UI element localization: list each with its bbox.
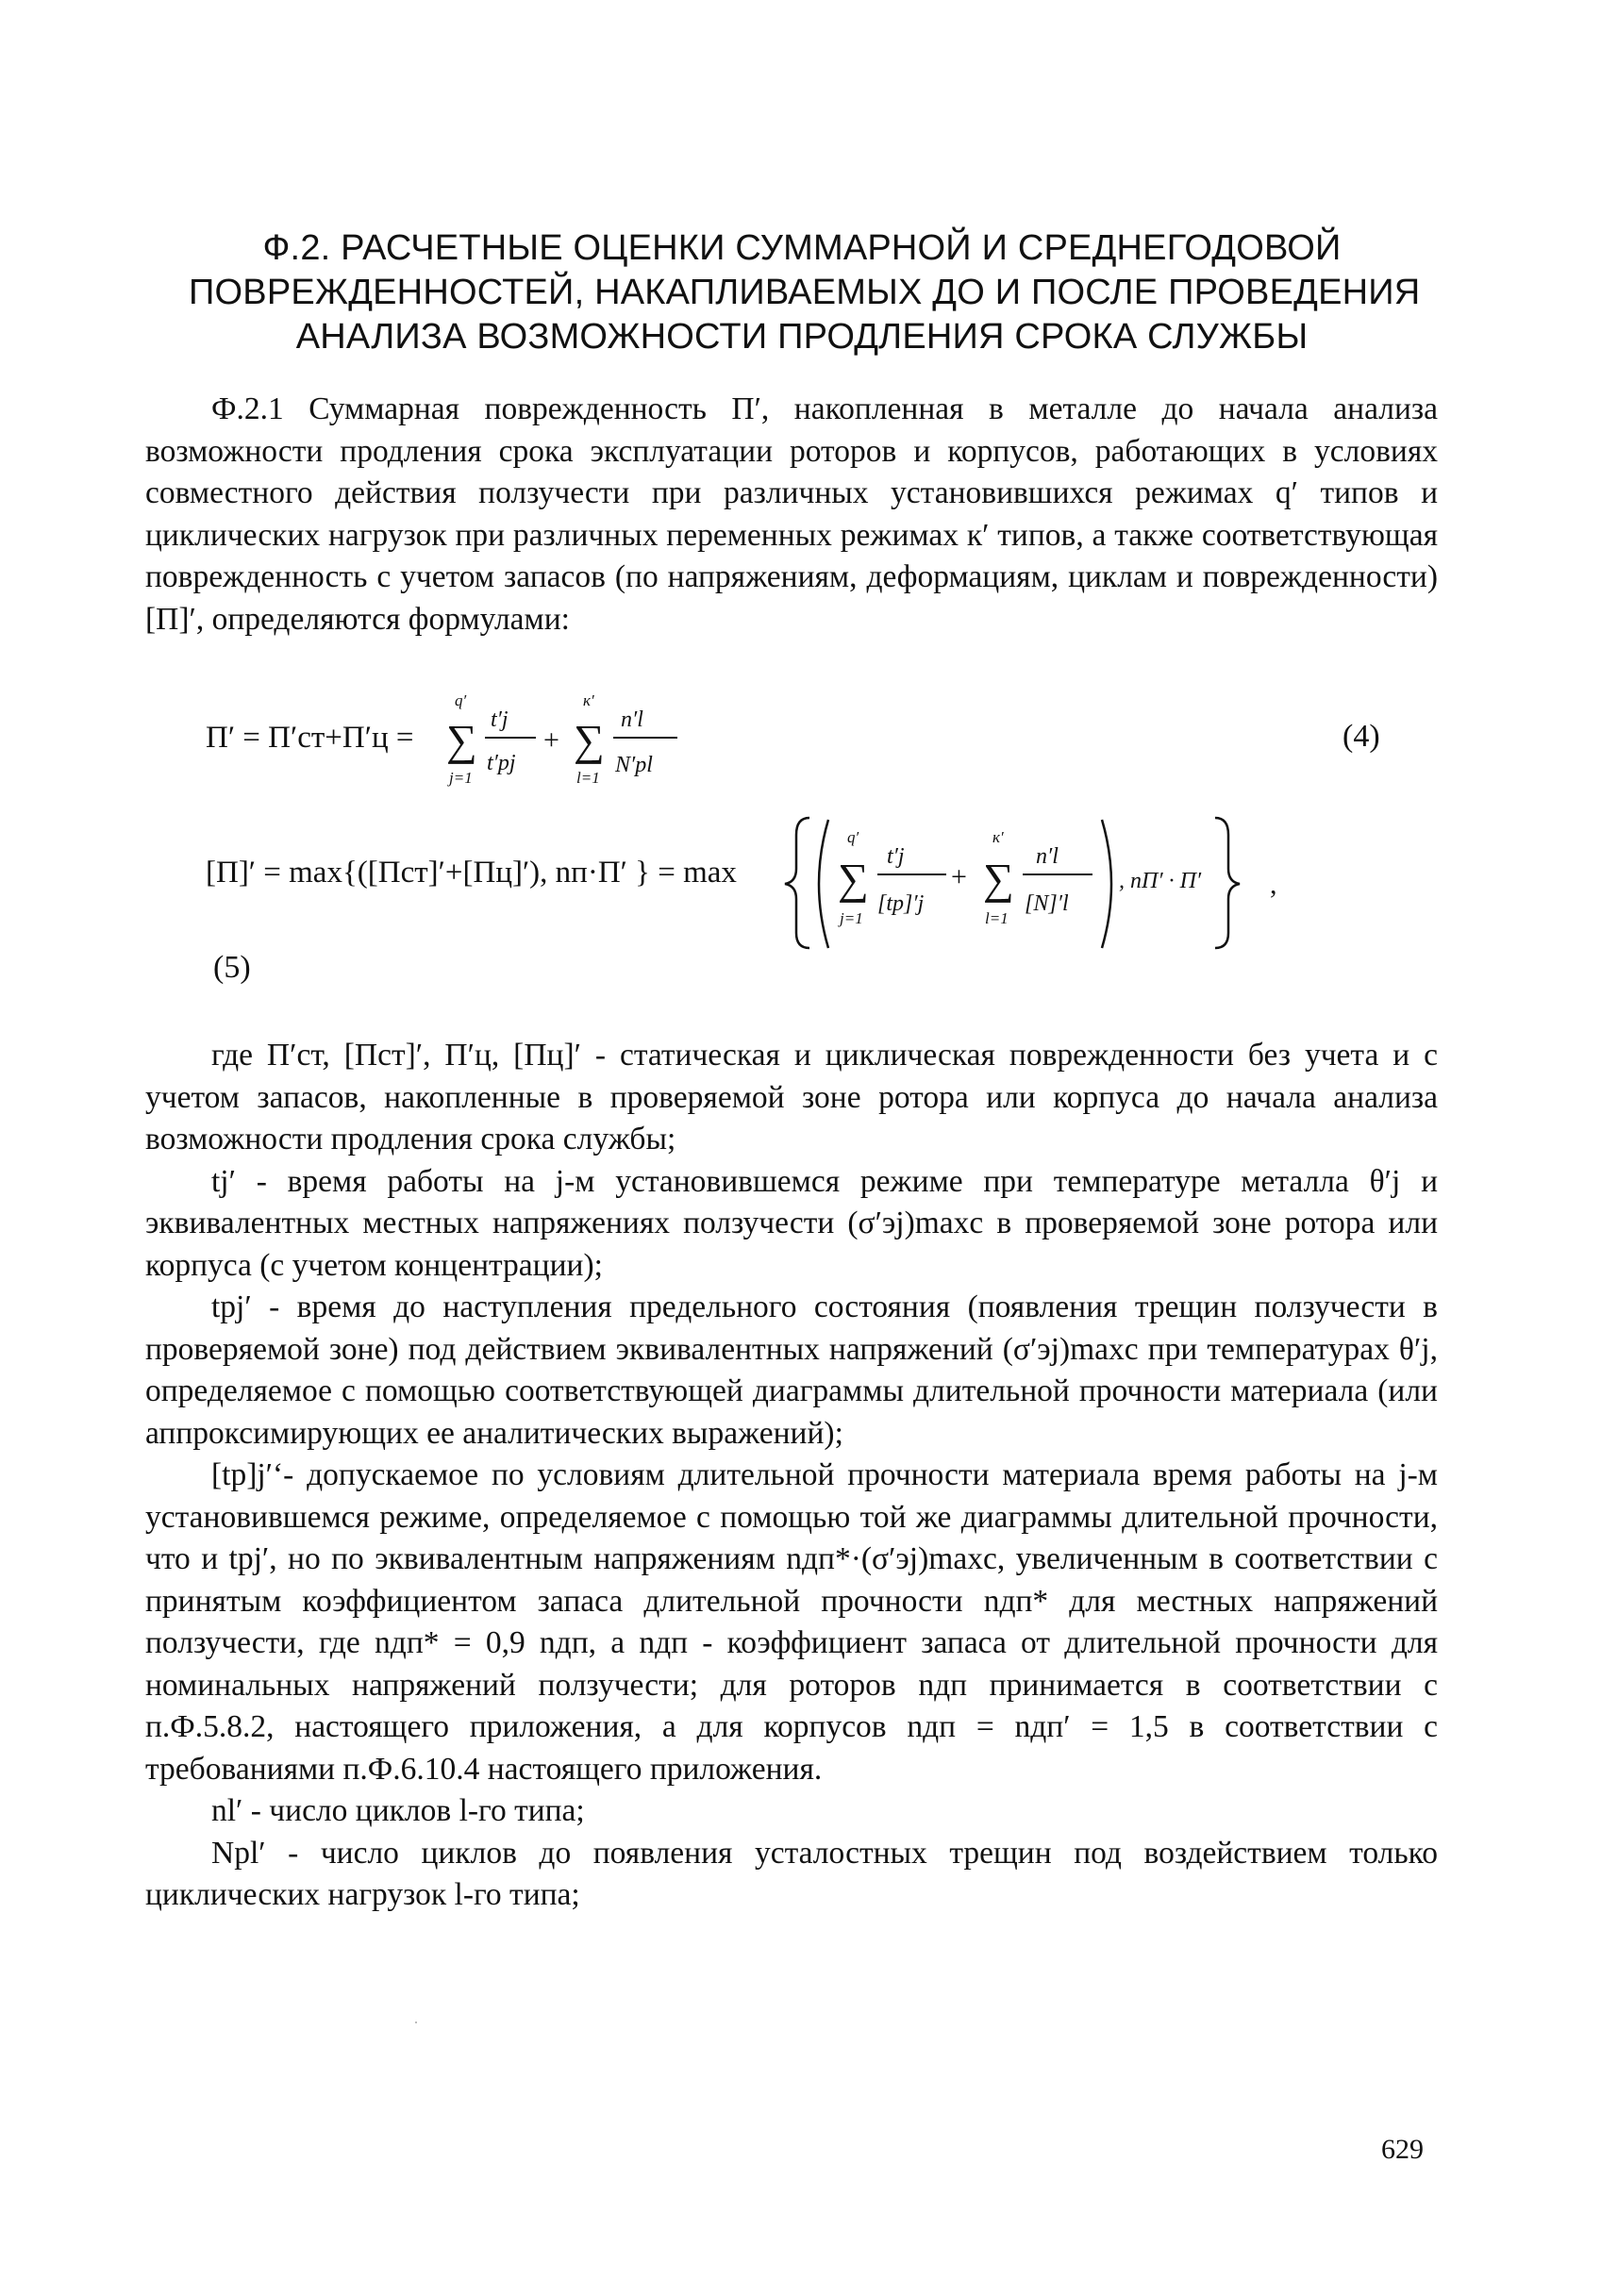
formula-5-sum2-sigma: ∑ [983,855,1014,903]
formula-5-plus: + [951,861,967,892]
formula-5-left-brace [785,818,809,948]
heading-line-3: АНАЛИЗА ВОЗМОЖНОСТИ ПРОДЛЕНИЯ СРОКА СЛУЖБЫ [295,317,1309,357]
formula-4-sum2-lower: l=1 [576,769,600,787]
formula-5 [206,807,1442,957]
intro-paragraph: Ф.2.1 Суммарная поврежденность П′, накопленная в металле до начала анализа возможности продления срока эксплуатации роторов и корпусов, работающих в условиях совместного действия ползучести при различных установившихся режимах q′ типов и циклических нагрузок при различных переменных режимах к′ типов, а также соответствующая поврежденность с учетом запасов (по напряжениям, деформациям, циклам и поврежденности) [П]′, определяются формулами: [145,391,1438,637]
formula-5-frac2-den: [N]′l [1025,891,1069,916]
formula-4-lhs: П′ = П′ст+П′ц = [206,721,414,755]
formula-5-comma: , [1270,869,1277,900]
formula-4-plus: + [543,724,559,756]
formula-4-sum2-upper: к′ [583,691,594,709]
page-number: 629 [1381,2134,1424,2165]
formula-4-sum1-lower: j=1 [449,769,473,787]
formula-5-sum1-lower: j=1 [840,909,863,927]
heading-line-2: ПОВРЕЖДЕННОСТЕЙ, НАКАПЛИВАЕМЫХ ДО И ПОСЛЕ ПРОВЕДЕНИЯ [189,273,1421,312]
formula-5-left-paren [819,820,828,948]
intro-paragraph-block [145,389,1438,641]
definition-nl: nl′ - число циклов l-го типа; [211,1793,585,1828]
formula-5-frac2-num: n′l [1036,844,1059,869]
formula-5-right-brace [1215,818,1240,948]
equation-number-5: (5) [213,950,251,985]
heading-line-1: Ф.2. РАСЧЕТНЫЕ ОЦЕНКИ СУММАРНОЙ И СРЕДНЕГОДОВОЙ [262,228,1342,268]
formula-4-frac2-num: n′l [621,707,643,732]
formula-5-frac1-num: t′j [887,844,905,869]
formula-5-frac1-den: [tp]′j [877,891,925,916]
formula-4-sum1-upper: q′ [455,691,467,709]
formula-5-lhs: [П]′ = max{([Пст]′+[Пц]′), nп·П′ } = max [206,856,737,890]
formula-5-sum1-sigma: ∑ [838,855,869,903]
formula-5-tail: , nП′ · П′ [1119,869,1202,893]
section-heading [189,226,1421,359]
definition-tp-allowed: [tp]j′‘- допускаемое по условиям длительной прочности материала время работы на j-м установившемся режиме, определяемое с помощью той же диаграммы длительной прочности, что и tpj′, но по эквивалентным напряжениям nдп*·(σ′эj)maxc, увеличенным в соответствии с принятым коэффициентом запаса длительной прочности nдп* для местных напряжений ползучести, где nдп* = 0,9 nдп, а nдп - коэффициент запаса от длительной прочности для номинальных напряжений ползучести; для роторов nдп принимается в соответствии с п.Ф.5.8.2, настоящего приложения, а для корпусов nдп = nдп′ = 1,5 в соответствии с требованиями п.Ф.6.10.4 настоящего приложения. [145,1457,1438,1787]
formula-4 [206,679,1442,802]
formula-4-frac2-den: N′pl [615,753,653,777]
definition-npl: Npl′ - число циклов до появления усталостных трещин под воздействием только циклических нагрузок l-го типа; [145,1835,1438,1912]
formula-5-sum2-upper: к′ [992,828,1004,846]
formula-5-sum2-lower: l=1 [985,909,1009,927]
scan-speck [415,2021,417,2023]
equation-number-4: (4) [1343,719,1380,754]
formula-4-frac1-den: t′pj [487,751,516,775]
definition-tj: tj′ - время работы на j-м установившемся режиме при температуре металла θ′j и эквивалентных местных напряжениях ползучести (σ′эj)maxc в проверяемой зоне ротора или корпуса (с учетом концентрации); [145,1163,1438,1283]
formula-4-sum2-sigma: ∑ [574,716,605,764]
definition-tpj: tpj′ - время до наступления предельного состояния (появления трещин ползучести в проверяемой зоне) под действием эквивалентных напряжений (σ′эj)maxc при температурах θ′j, определяемое с помощью соответствующей диаграммы длительной прочности материала (или аппроксимирующих ее аналитических выражений); [145,1289,1438,1451]
definition-where: где П′ст, [Пст]′, П′ц, [Пц]′ - статическая и циклическая поврежденности без учета и с учетом запасов, накопленные в проверяемой зоне ротора или корпуса до начала анализа возможности продления срока службы; [145,1038,1438,1156]
definitions-block [145,1035,1438,1917]
formula-4-sum1-sigma: ∑ [446,716,477,764]
formula-5-sum1-upper: q′ [847,828,859,846]
formula-5-right-paren [1102,820,1111,948]
formula-4-frac1-num: t′j [491,707,509,732]
